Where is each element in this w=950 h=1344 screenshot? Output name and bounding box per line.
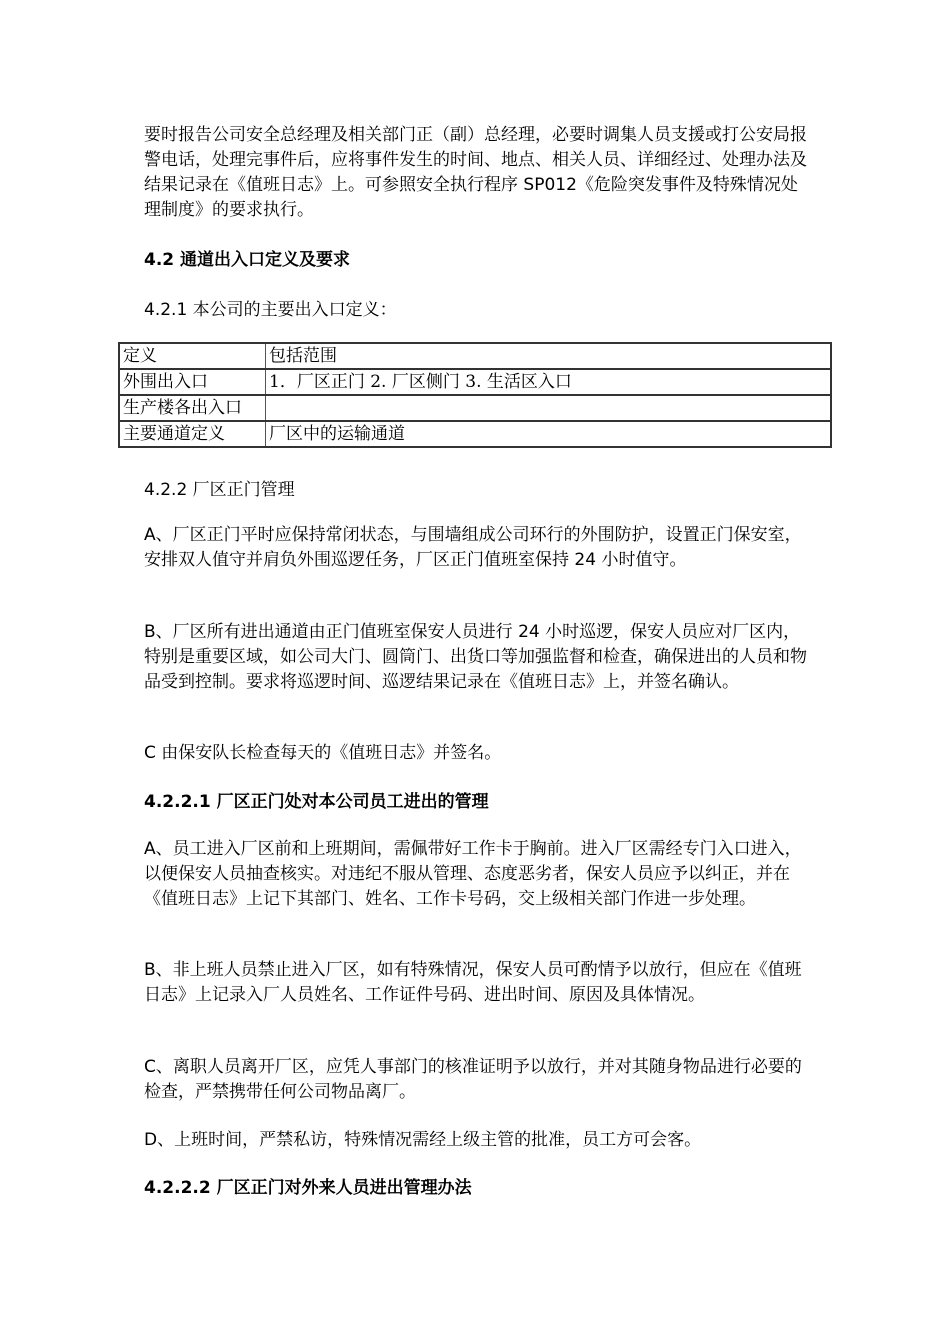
paragraph-4-2-2: 4.2.2 厂区正门管理 bbox=[144, 480, 295, 500]
paragraph-4-2-2-1-b: B、非上班人员禁止进入厂区，如有特殊情况，保安人员可酌情予以放行，但应在《值班日志》上记录入厂人员姓名、工作证件号码、进出时间、原因及具体情况。 bbox=[144, 960, 802, 1005]
table-cell: 生产楼各出入口 bbox=[119, 395, 266, 421]
table-cell: 主要通道定义 bbox=[119, 421, 266, 447]
table-cell: 1．厂区正门 2. 厂区侧门 3. 生活区入口 bbox=[266, 369, 832, 395]
table-cell bbox=[266, 395, 832, 421]
table-header-row bbox=[119, 343, 831, 369]
paragraph-4-2-2-b: B、厂区所有进出通道由正门值班室保安人员进行 24 小时巡逻，保安人员应对厂区内，特别是重要区域，如公司大门、圆筒门、出货口等加强监督和检查，确保进出的人员和物品受到控制。要求将巡逻时间、巡逻结果记录在《值班日志》上，并签名确认。 bbox=[144, 622, 807, 692]
paragraph-4-2-2-1-a: A、员工进入厂区前和上班期间，需佩带好工作卡于胸前。进入厂区需经专门入口进入，以便保安人员抽查核实。对违纪不服从管理、态度恶劣者，保安人员应予以纠正，并在《值班日志》上记下其部门、姓名、工作卡号码，交上级相关部门作进一步处理。 bbox=[144, 839, 802, 909]
table-row bbox=[119, 395, 831, 421]
heading-4-2: 4.2 通道出入口定义及要求 bbox=[144, 250, 351, 270]
table-row bbox=[119, 369, 831, 395]
entrance-definition-table bbox=[118, 342, 832, 448]
paragraph-4-2-2-1-d: D、上班时间，严禁私访，特殊情况需经上级主管的批准，员工方可会客。 bbox=[144, 1130, 702, 1150]
paragraph-4-2-2-c: C 由保安队长检查每天的《值班日志》并签名。 bbox=[144, 743, 502, 763]
table-header-cell: 包括范围 bbox=[266, 343, 832, 369]
table-header-cell: 定义 bbox=[119, 343, 266, 369]
heading-4-2-2-2: 4.2.2.2 厂区正门对外来人员进出管理办法 bbox=[144, 1178, 472, 1198]
paragraph-4-2-2-a: A、厂区正门平时应保持常闭状态，与围墙组成公司环行的外围防护，设置正门保安室，安排双人值守并肩负外围巡逻任务，厂区正门值班室保持 24 小时值守。 bbox=[144, 525, 802, 570]
table-cell: 外围出入口 bbox=[119, 369, 266, 395]
paragraph-4-2-2-1-c: C、离职人员离开厂区，应凭人事部门的核准证明予以放行，并对其随身物品进行必要的检查，严禁携带任何公司物品离厂。 bbox=[144, 1057, 802, 1102]
paragraph-intro: 要时报告公司安全总经理及相关部门正（副）总经理，必要时调集人员支援或打公安局报警电话，处理完事件后，应将事件发生的时间、地点、相关人员、详细经过、处理办法及结果记录在《值班日志》上。可参照安全执行程序 SP012《危险突发事件及特殊情况处理制度》的要求执行。 bbox=[144, 125, 807, 220]
heading-4-2-2-1: 4.2.2.1 厂区正门处对本公司员工进出的管理 bbox=[144, 792, 489, 812]
paragraph-4-2-1: 4.2.1 本公司的主要出入口定义： bbox=[144, 300, 397, 320]
table-row bbox=[119, 421, 831, 447]
table-cell: 厂区中的运输通道 bbox=[266, 421, 832, 447]
